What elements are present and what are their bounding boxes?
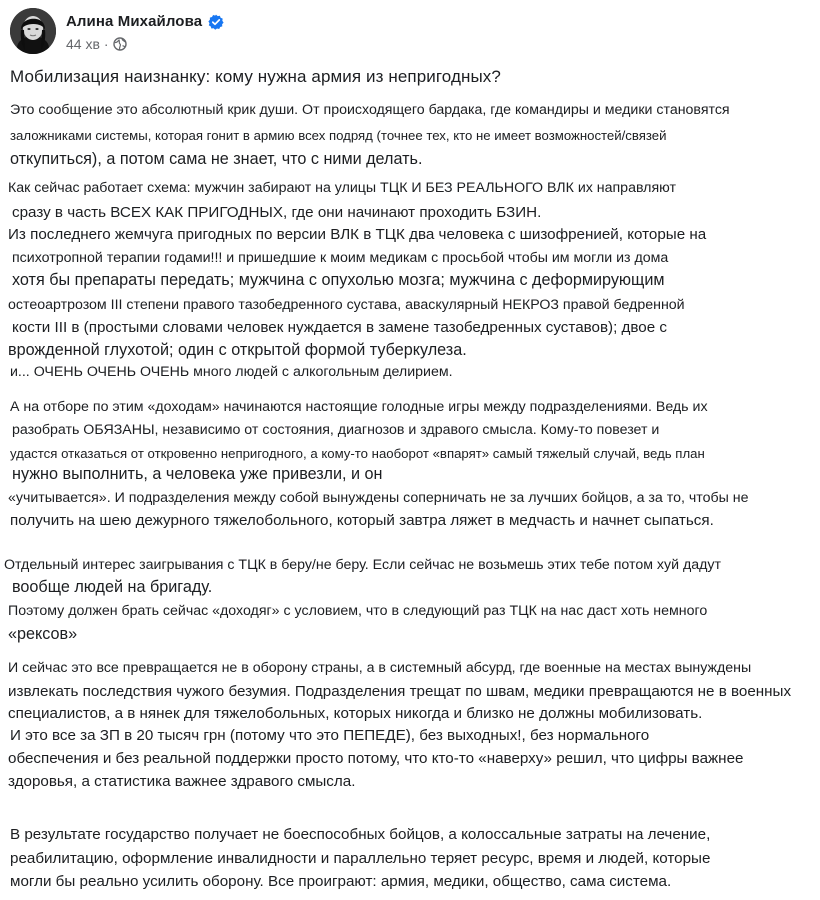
post-title: Мобилизация наизнанку: кому нужна армия из непригодных? [10, 67, 501, 86]
body-line: Из последнего жемчуга пригодных по версии ВЛК в ТЦК два человека с шизофренией, которые на [8, 226, 707, 243]
body-line: остеоартрозом III степени правого тазобедренного сустава, аваскулярный НЕКРОЗ правой бедренной [8, 297, 685, 313]
body-line: разобрать ОБЯЗАНЫ, независимо от состояния, диагнозов и здравого смысла. Кому-то повезет и [12, 422, 660, 438]
body-line: могли бы реально усилить оборону. Все проиграют: армия, медики, общество, сама система. [10, 873, 672, 890]
body-line: «учитывается». И подразделения между собой вынуждены соперничать не за лучших бойцов, а за то, чтобы не [8, 490, 749, 506]
body-line: специалистов, а в нянек для тяжелобольных, которых никогда и близко не должны мобилизовать. [8, 705, 703, 722]
body-line: психотропной терапии годами!!! и пришедшие к моим медикам с просьбой чтобы им могли из дома [12, 250, 669, 266]
body-line: и... ОЧЕНЬ ОЧЕНЬ ОЧЕНЬ много людей с алкогольным делирием. [10, 364, 453, 380]
body-line: В результате государство получает не боеспособных бойцов, а колоссальные затраты на лечение, [10, 826, 711, 843]
separator-dot: · [103, 35, 109, 52]
body-line: сразу в часть ВСЕХ КАК ПРИГОДНЫХ, где они начинают проходить БЗИН. [12, 204, 542, 221]
body-line: получить на шею дежурного тяжелобольного, который завтра ляжет в медчасть и начнет сыпаться. [10, 512, 714, 529]
body-line: реабилитацию, оформление инвалидности и параллельно теряет ресурс, время и людей, которые [10, 850, 711, 867]
body-line: Это сообщение это абсолютный крик души. От происходящего бардака, где командиры и медики становятся [10, 102, 730, 118]
body-line: здоровья, а статистика важнее здравого смысла. [8, 773, 356, 790]
body-line: заложниками системы, которая гонит в армию всех подряд (точнее тех, кто не имеет возможностей/связей [10, 128, 667, 143]
body-line: врожденной глухотой; один с открытой формой туберкулеза. [8, 341, 467, 359]
body-line: Поэтому должен брать сейчас «доходяг» с условием, что в следующий раз ТЦК на нас даст хоть немного [8, 603, 708, 619]
body-line: кости III в (простыми словами человек нуждается в замене тазобедренных суставов); двое с [12, 319, 668, 336]
body-line: нужно выполнить, а человека уже привезли, и он [12, 465, 383, 483]
body-line: И это все за ЗП в 20 тысяч грн (потому что это ПЕПЕДЕ), без выходных!, без нормального [10, 727, 650, 744]
body-line: извлекать последствия чужого безумия. Подразделения трещат по швам, медики превращаются не в военных [8, 683, 792, 700]
body-line: удастся отказаться от откровенно непригодного, а кому-то наоборот «впарят» самый тяжелый случай, ведь план [10, 446, 705, 461]
body-line: Отдельный интерес заигрывания с ТЦК в беру/не беру. Если сейчас не возьмешь этих тебе потом хуй дадут [4, 557, 722, 573]
body-line: вообще людей на бригаду. [12, 578, 213, 596]
body-line: хотя бы препараты передать; мужчина с опухолью мозга; мужчина с деформирующим [12, 271, 665, 289]
post-body [4, 0, 813, 900]
body-line: И сейчас это все превращается не в оборону страны, а в системный абсурд, где военные на местах вынуждены [8, 660, 752, 676]
post-time[interactable]: 44 хв [66, 35, 100, 52]
author-name[interactable]: Алина Михайлова [66, 13, 203, 30]
body-line: «рексов» [8, 625, 78, 643]
body-line: обеспечения и без реальной поддержки просто потому, что кто-то «наверху» решил, что цифры важнее [8, 750, 744, 767]
body-line: откупиться), а потом сама не знает, что с ними делать. [10, 150, 423, 168]
body-line: Как сейчас работает схема: мужчин забирают на улицы ТЦК И БЕЗ РЕАЛЬНОГО ВЛК их направляют [8, 180, 676, 196]
body-line: А на отборе по этим «доходам» начинаются настоящие голодные игры между подразделениями. Ведь их [10, 399, 708, 415]
